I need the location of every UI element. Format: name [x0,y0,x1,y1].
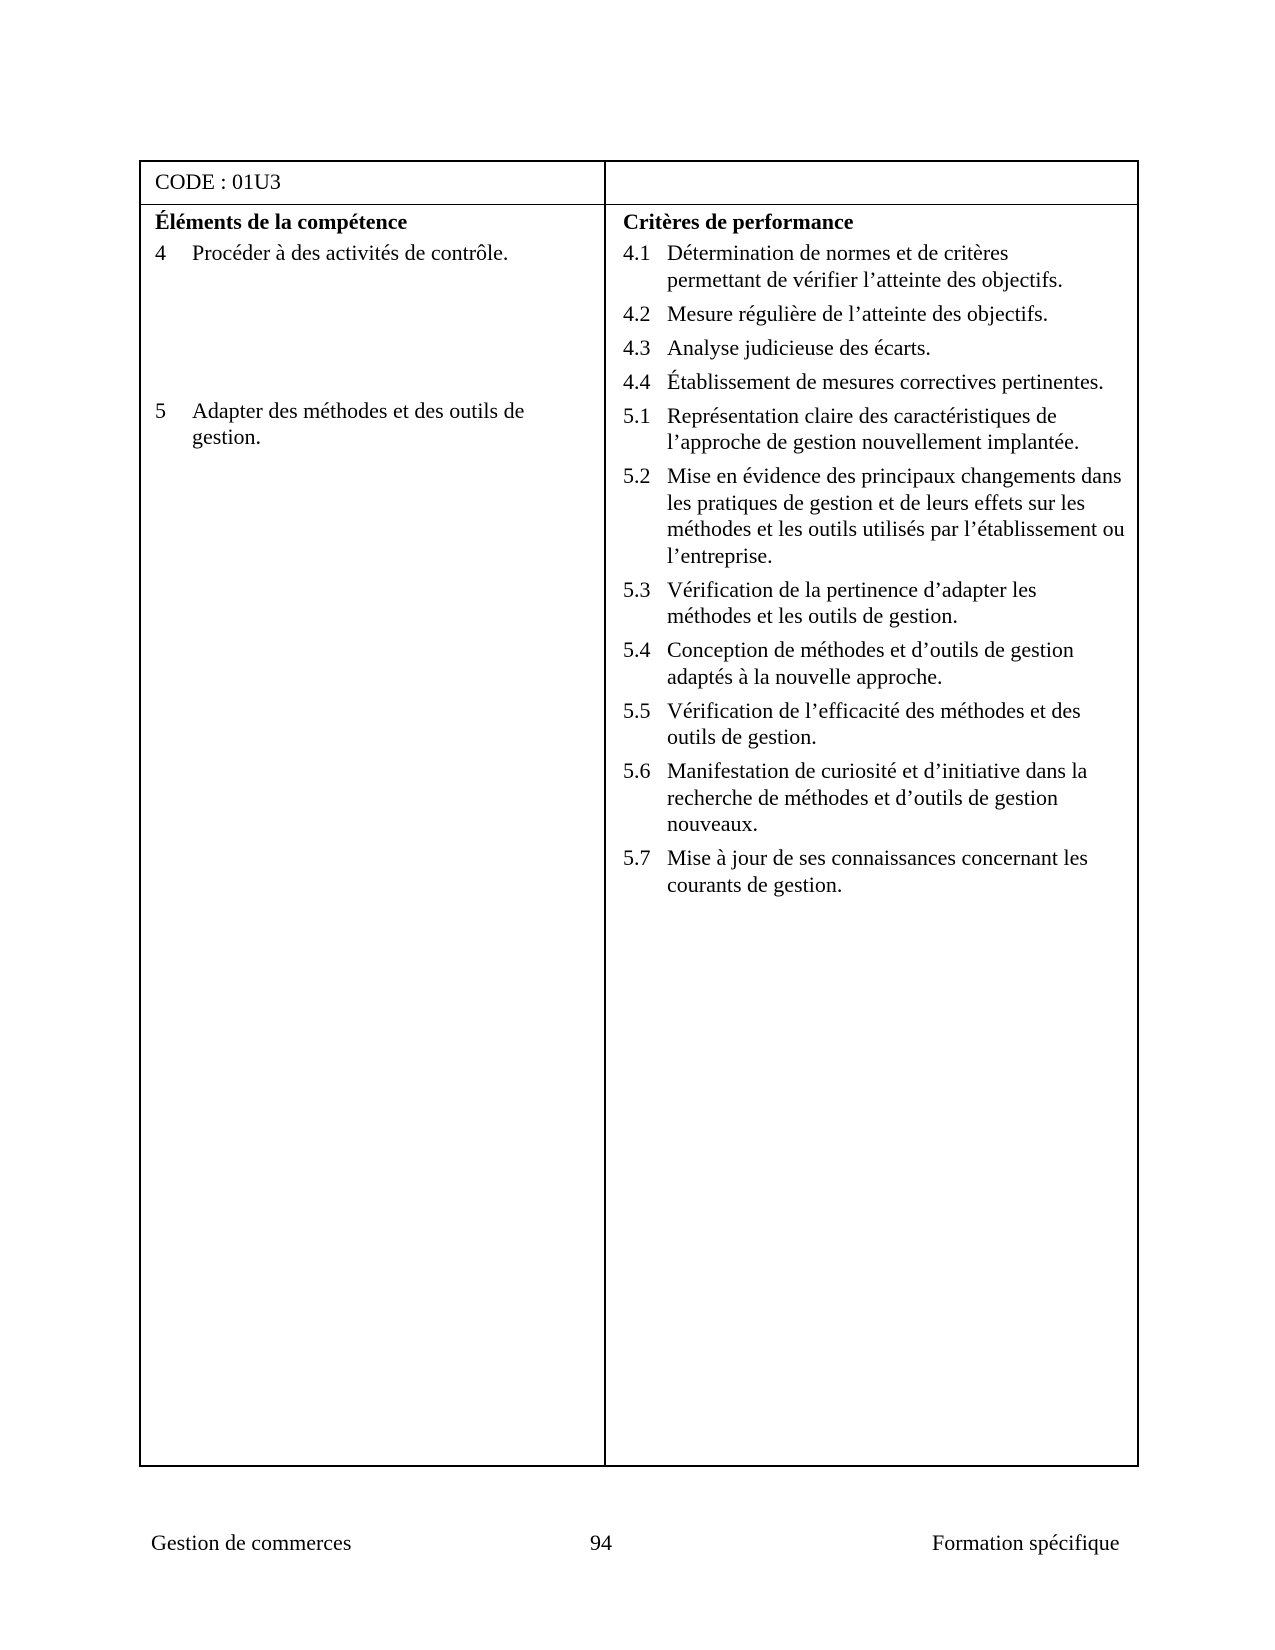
criterion-text: Conception de méthodes et d’outils de gestion adaptés à la nouvelle approche. [667,637,1074,689]
criterion-item [623,637,1103,690]
criterion-text: Établissement de mesures correctives pertinentes. [667,368,1104,394]
element-text: Adapter des méthodes et des outils de gestion. [192,397,525,449]
footer-program-title: Gestion de commerces [151,1530,352,1555]
criterion-text: Manifestation de curiosité et d’initiative dans la recherche de méthodes et d’outils de gestion nouveaux. [667,758,1088,836]
code-row-divider [141,204,1137,205]
criterion-number: 5.2 [623,463,651,488]
criterion-number: 4.3 [623,334,651,360]
elements-column [155,208,595,451]
code-label: CODE : 01U3 [155,169,281,194]
criterion-item [623,240,1093,293]
criterion-text: Mesure régulière de l’atteinte des objectifs. [667,300,1049,326]
element-item [155,398,555,451]
element-number: 5 [155,397,166,423]
criterion-number: 5.5 [623,697,651,723]
page-number: 94 [590,1530,612,1555]
criterion-item [623,758,1103,838]
criterion-item [623,335,1128,362]
criterion-text: Vérification de l’efficacité des méthodes et des outils de gestion. [667,697,1081,749]
criterion-number: 5.7 [623,845,651,870]
elements-heading: Éléments de la compétence [155,209,408,234]
element-text: Procéder à des activités de contrôle. [192,240,509,265]
criteria-heading: Critères de performance [623,209,854,234]
criterion-text: Mise en évidence des principaux changements dans les pratiques de gestion et de leurs effets sur les méthodes et les outils utilisés par l’établissement ou l’entreprise. [667,463,1125,568]
criterion-item [623,403,1128,456]
criterion-number: 4.2 [623,300,651,326]
criterion-number: 4.1 [623,240,651,265]
criterion-item [623,577,1093,630]
criterion-item [623,463,1128,569]
criterion-item [623,845,1103,898]
element-number: 4 [155,240,166,265]
criterion-item [623,301,1128,328]
competency-table [139,160,1139,1467]
criterion-item [623,698,1103,751]
element-item [155,240,595,267]
criterion-text: Mise à jour de ses connaissances concernant les courants de gestion. [667,845,1088,897]
criterion-number: 5.6 [623,758,651,783]
criterion-number: 4.4 [623,368,651,394]
criterion-number: 5.3 [623,576,651,602]
criterion-text: Analyse judicieuse des écarts. [667,334,931,360]
criterion-text: Représentation claire des caractéristiques de l’approche de gestion nouvellement implantée. [667,402,1080,454]
criterion-number: 5.4 [623,637,651,662]
criterion-number: 5.1 [623,402,651,428]
criteria-column [623,208,1128,906]
criterion-text: Vérification de la pertinence d’adapter les méthodes et les outils de gestion. [667,576,1037,628]
footer-section-title: Formation spécifique [932,1530,1120,1555]
criterion-text: Détermination de normes et de critères permettant de vérifier l’atteinte des objectifs. [667,240,1063,292]
criterion-item [623,369,1128,396]
column-divider [604,162,606,1465]
